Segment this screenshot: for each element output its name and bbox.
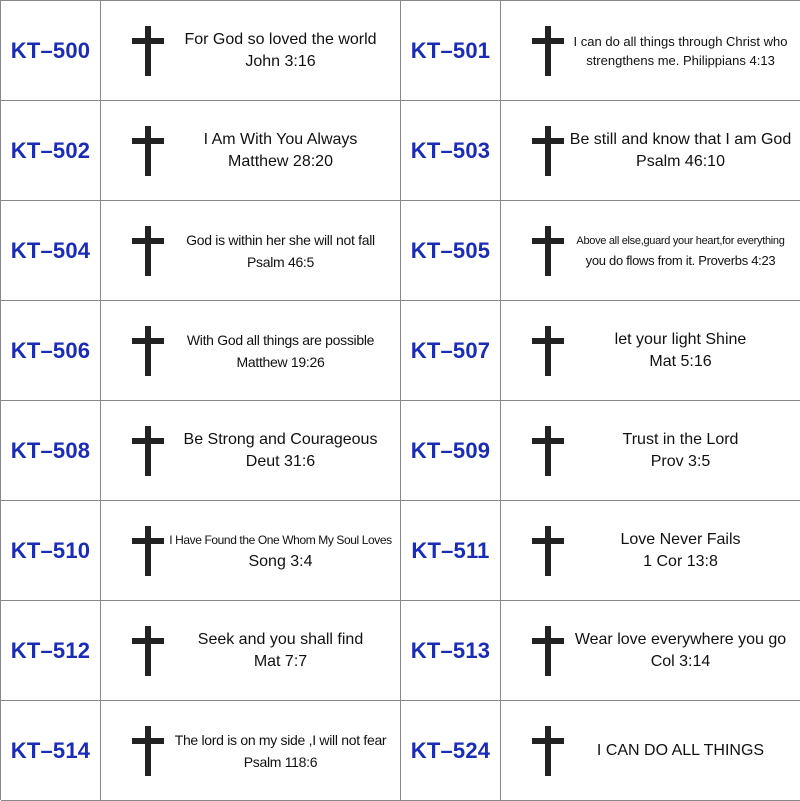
cross-icon (532, 426, 564, 476)
verse-reference: John 3:16 (245, 52, 316, 70)
verse-reference: Matthew 19:26 (236, 353, 325, 370)
verse-reference: Deut 31:6 (245, 452, 316, 470)
verse-reference: Mat 5:16 (649, 352, 712, 370)
cross-icon (132, 26, 164, 76)
verse-line: Be Strong and Courageous (183, 430, 378, 448)
verse-reference: Prov 3:5 (650, 452, 711, 470)
verse-line: Be still and know that I am God (569, 130, 792, 148)
verse-line: I Have Found the One Whom My Soul Loves (169, 532, 392, 547)
product-code: KT–506 (1, 301, 101, 401)
verse-text (565, 329, 796, 373)
verse-text (165, 129, 396, 173)
product-code: KT–503 (401, 101, 501, 201)
verse-cell (101, 601, 401, 701)
verse-reference: Matthew 28:20 (228, 152, 333, 170)
product-code: KT–509 (401, 401, 501, 501)
verse-reference: 1 Cor 13:8 (643, 552, 718, 570)
cross-icon (132, 226, 164, 276)
verse-cell (501, 401, 800, 501)
cross-icon (532, 626, 564, 676)
product-code: KT–512 (1, 601, 101, 701)
verse-reference: Col 3:14 (650, 652, 711, 670)
verse-reference: Psalm 118:6 (243, 753, 318, 770)
verse-reference: you do flows from it. Proverbs 4:23 (585, 252, 776, 268)
verse-text (565, 129, 796, 173)
product-code: KT–500 (1, 1, 101, 101)
verse-line: let your light Shine (614, 330, 747, 348)
verse-cell (101, 401, 401, 501)
verse-text (165, 329, 396, 373)
verse-text (165, 529, 396, 573)
cross-icon (132, 426, 164, 476)
verse-cell (501, 501, 800, 601)
product-code: KT–508 (1, 401, 101, 501)
verse-cell (501, 301, 800, 401)
verse-cell (101, 1, 401, 101)
verse-cell (501, 1, 800, 101)
verse-text (565, 629, 796, 673)
verse-reference: Song 3:4 (248, 552, 313, 570)
verse-line: Wear love everywhere you go (574, 630, 787, 648)
cross-icon (132, 726, 164, 776)
verse-reference: strengthens me. Philippians 4:13 (586, 52, 775, 68)
verse-line: I CAN DO ALL THINGS (596, 741, 765, 759)
cross-icon (132, 526, 164, 576)
verse-line: Seek and you shall find (197, 630, 364, 648)
verse-text (565, 529, 796, 573)
verse-text (165, 629, 396, 673)
verse-cell (101, 101, 401, 201)
product-code: KT–513 (401, 601, 501, 701)
product-code: KT–514 (1, 701, 101, 801)
cross-icon (532, 126, 564, 176)
verse-line: For God so loved the world (184, 30, 377, 48)
product-code: KT–502 (1, 101, 101, 201)
verse-text (165, 29, 396, 73)
verse-cell (101, 501, 401, 601)
verse-text (565, 32, 796, 70)
cross-icon (532, 526, 564, 576)
product-code: KT–511 (401, 501, 501, 601)
cross-icon (532, 726, 564, 776)
verse-cell (501, 201, 800, 301)
verse-line: Above all else,guard your heart,for everything (576, 234, 785, 247)
cross-icon (132, 626, 164, 676)
verse-cell (101, 201, 401, 301)
product-code: KT–504 (1, 201, 101, 301)
verse-line: God is within her she will not fall (186, 231, 375, 248)
verse-cell (501, 101, 800, 201)
product-code: KT–505 (401, 201, 501, 301)
verse-text (565, 232, 796, 270)
cross-icon (532, 26, 564, 76)
verse-text (565, 429, 796, 473)
cross-icon (132, 126, 164, 176)
verse-reference: Psalm 46:5 (246, 253, 315, 270)
verse-cell (501, 601, 800, 701)
verse-cell (501, 701, 800, 801)
verse-line: The lord is on my side ,I will not fear (174, 731, 387, 748)
verse-text (165, 729, 396, 773)
verse-reference: Psalm 46:10 (636, 152, 725, 170)
verse-text (565, 740, 796, 762)
product-code: KT–501 (401, 1, 501, 101)
verse-text (165, 429, 396, 473)
verse-reference: Mat 7:7 (253, 652, 308, 670)
cross-icon (532, 326, 564, 376)
cross-icon (532, 226, 564, 276)
product-code: KT–524 (401, 701, 501, 801)
verse-line: I can do all things through Christ who (573, 33, 788, 49)
product-code: KT–507 (401, 301, 501, 401)
verse-line: Love Never Fails (620, 530, 741, 548)
verse-cell (101, 701, 401, 801)
verse-line: With God all things are possible (186, 331, 375, 348)
product-code: KT–510 (1, 501, 101, 601)
verse-line: I Am With You Always (203, 130, 358, 148)
verse-cell (101, 301, 401, 401)
verse-text (165, 229, 396, 273)
cross-icon (132, 326, 164, 376)
verse-line: Trust in the Lord (622, 430, 739, 448)
